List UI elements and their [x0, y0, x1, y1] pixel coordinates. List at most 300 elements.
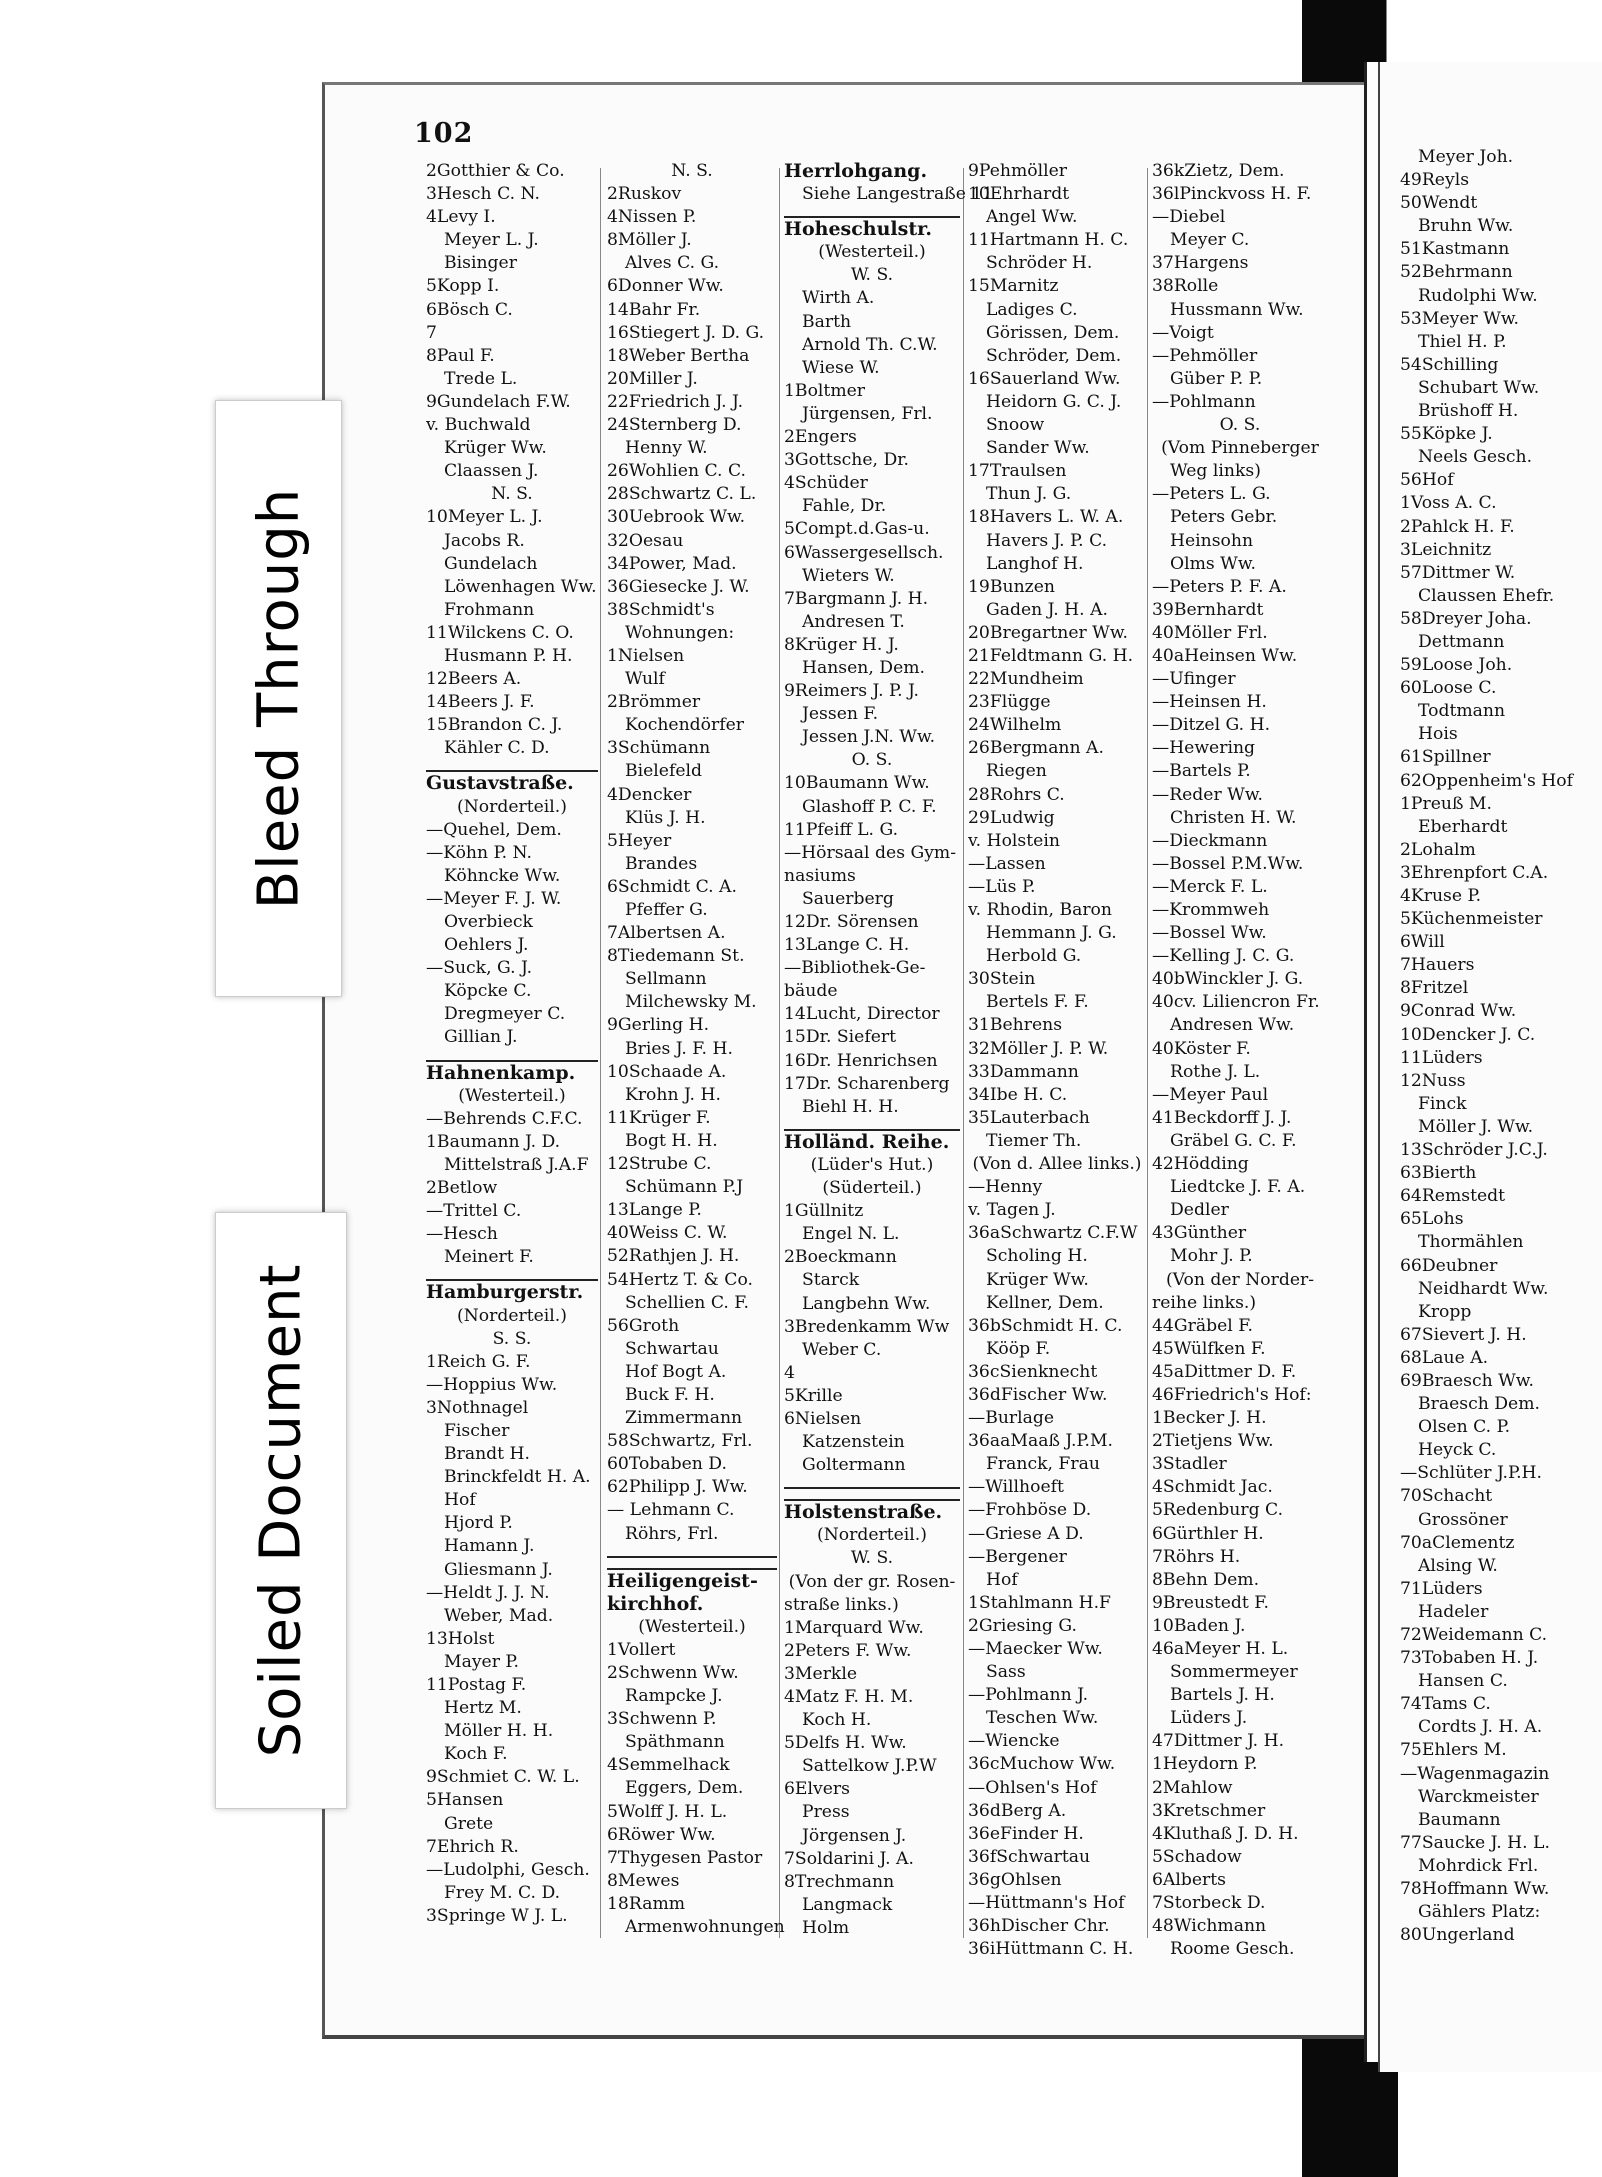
directory-entry: —Behrends C.F.C. — [426, 1108, 583, 1129]
directory-entry: 7Storbeck D. — [1152, 1893, 1266, 1914]
directory-entry: 36cSienknecht — [968, 1361, 1098, 1382]
directory-entry: Möller H. H. — [444, 1721, 554, 1742]
directory-entry: 1Boltmer — [784, 380, 866, 401]
directory-entry: Press — [802, 1802, 850, 1823]
directory-entry: —Peters P. F. A. — [1152, 576, 1287, 597]
directory-entry: —Trittel C. — [426, 1201, 522, 1222]
directory-entry: 46Friedrich's Hof: — [1152, 1384, 1312, 1405]
directory-entry: Mayer P. — [444, 1651, 519, 1672]
directory-entry: Meyer L. J. — [444, 230, 539, 251]
directory-entry: Heinsohn — [1170, 530, 1254, 551]
directory-entry: 16Dr. Henrichsen — [784, 1050, 938, 1071]
directory-entry: Fahle, Dr. — [802, 496, 887, 517]
directory-entry: 20Bregartner Ww. — [968, 622, 1128, 643]
directory-entry: —Hoppius Ww. — [426, 1374, 558, 1395]
directory-column-2 — [607, 160, 785, 1939]
directory-entry: 30Stein — [968, 969, 1036, 990]
directory-entry: 63Bierth — [1400, 1163, 1477, 1184]
directory-entry: —Henny — [968, 1177, 1043, 1198]
directory-entry: —Frohböse D. — [968, 1500, 1092, 1521]
directory-entry: 7Thygesen Pastor — [607, 1847, 763, 1868]
directory-entry: Alves C. G. — [625, 253, 720, 274]
directory-entry: 5Compt.d.Gas-u. — [784, 519, 930, 540]
directory-entry: Grossöner — [1418, 1509, 1508, 1530]
directory-entry: Henny W. — [625, 438, 708, 459]
directory-entry: 6Bösch C. — [426, 299, 513, 320]
directory-entry: —Reder Ww. — [1152, 784, 1263, 805]
directory-entry: Arnold Th. C.W. — [802, 334, 938, 355]
directory-entry: Kochendörfer — [625, 715, 744, 736]
directory-entry: —Hüttmann's Hof — [968, 1893, 1125, 1914]
directory-entry: Hertz M. — [444, 1698, 522, 1719]
directory-entry: Jessen F. — [802, 704, 879, 725]
directory-entry: 3Stadler — [1152, 1454, 1227, 1475]
directory-entry: 40cv. Liliencron Fr. — [1152, 992, 1320, 1013]
directory-entry: 10Baden J. — [1152, 1615, 1246, 1636]
directory-entry: 70aClementz — [1400, 1532, 1515, 1553]
directory-entry: 12Strube C. — [607, 1154, 712, 1175]
directory-entry: v. Tagen J. — [968, 1200, 1056, 1221]
directory-entry: Alsing W. — [1418, 1555, 1498, 1576]
directory-entry: 6Alberts — [1152, 1869, 1226, 1890]
directory-entry: —Quehel, Dem. — [426, 819, 562, 840]
directory-entry: 2Gotthier & Co. — [426, 161, 565, 181]
directory-entry: 1Reich G. F. — [426, 1351, 531, 1372]
directory-entry: Buck F. H. — [625, 1384, 715, 1405]
directory-entry: 11Pfeiff L. G. — [784, 819, 899, 840]
section-rule — [784, 1477, 960, 1489]
directory-entry: 32Oesau — [607, 530, 684, 551]
directory-entry: 17Dr. Scharenberg — [784, 1073, 950, 1094]
directory-entry: Wohnungen: — [625, 622, 735, 643]
directory-entry: Mittelstraß J.A.F — [444, 1154, 589, 1175]
directory-entry: 12Dr. Sörensen — [784, 912, 919, 932]
directory-entry: 36fSchwartau — [968, 1846, 1091, 1867]
directory-entry: 26Wohlien C. C. — [607, 461, 746, 482]
directory-entry: 10Meyer L. J. — [426, 507, 543, 528]
directory-entry: 18Havers L. W. A. — [968, 507, 1124, 528]
directory-entry: 26Bergmann A. — [968, 738, 1104, 759]
directory-entry: 2Brömmer — [607, 692, 701, 713]
directory-entry: Scholing H. — [986, 1246, 1088, 1267]
directory-entry: 8Fritzel — [1400, 978, 1469, 999]
directory-entry: 4Kluthaß J. D. H. — [1152, 1823, 1299, 1844]
directory-entry: —Burlage — [968, 1408, 1055, 1429]
directory-entry: 7 — [426, 322, 437, 343]
directory-entry: —Maecker Ww. — [968, 1639, 1103, 1659]
directory-entry: (Süderteil.) — [822, 1178, 922, 1199]
directory-entry: 32Möller J. P. W. — [968, 1038, 1109, 1059]
directory-entry: 10Schaade A. — [607, 1061, 727, 1082]
directory-entry: 61Spillner — [1400, 747, 1491, 768]
directory-entry: 2Tietjens Ww. — [1152, 1431, 1274, 1452]
directory-entry: Sander Ww. — [986, 438, 1090, 459]
directory-entry: Glashoff P. C. F. — [802, 796, 937, 817]
directory-entry: 2Schwenn Ww. — [607, 1663, 739, 1683]
directory-entry: Hussmann Ww. — [1170, 299, 1304, 320]
section-rule — [784, 1489, 960, 1501]
directory-entry: 2Peters F. Ww. — [784, 1640, 912, 1661]
directory-entry: Bruhn Ww. — [1418, 216, 1514, 237]
directory-entry: Gaden J. H. A. — [986, 599, 1108, 620]
directory-entry: Oehlers J. — [444, 935, 529, 956]
directory-entry: Holländ. Reihe. — [784, 1130, 950, 1153]
directory-entry: Jörgensen J. — [802, 1825, 907, 1846]
facing-page-column — [1400, 146, 1580, 1947]
directory-entry: 75Ehlers M. — [1400, 1740, 1507, 1761]
directory-entry: (Norderteil.) — [457, 796, 567, 817]
directory-entry: Starck — [802, 1270, 860, 1291]
directory-entry: 6Gürthler H. — [1152, 1523, 1264, 1544]
directory-entry: —Pohlmann J. — [968, 1685, 1089, 1706]
directory-entry: 6Schmidt C. A. — [607, 876, 737, 897]
directory-entry: Thun J. G. — [986, 484, 1072, 505]
directory-entry: 3Merkle — [784, 1663, 858, 1684]
directory-entry: N. S. — [671, 161, 713, 181]
directory-entry: 7Hauers — [1400, 955, 1475, 976]
directory-entry: Havers J. P. C. — [986, 530, 1108, 551]
directory-entry: 28Schwartz C. L. — [607, 484, 757, 505]
directory-entry: 5Redenburg C. — [1152, 1500, 1284, 1521]
directory-entry: —Suck, G. J. — [426, 958, 533, 979]
directory-entry: Milchewsky M. — [625, 992, 757, 1013]
directory-entry: —Ludolphi, Gesch. — [426, 1859, 590, 1880]
directory-entry: 1Voss A. C. — [1400, 493, 1497, 514]
directory-column-4 — [968, 160, 1146, 1961]
directory-entry: —Pohlmann — [1152, 391, 1256, 412]
directory-entry: 1Becker J. H. — [1152, 1408, 1267, 1429]
directory-entry: Todtmann — [1418, 701, 1506, 722]
directory-entry: Holstenstraße. — [784, 1501, 943, 1524]
directory-entry: Andresen Ww. — [1170, 1015, 1295, 1036]
directory-entry: 28Rohrs C. — [968, 784, 1065, 805]
directory-entry: (Norderteil.) — [817, 1525, 927, 1546]
directory-entry: —Voigt — [1152, 322, 1214, 343]
directory-entry: (Westerteil.) — [458, 1085, 566, 1106]
directory-entry: 13Lange C. H. — [784, 935, 910, 956]
directory-entry: Schümann P.J — [625, 1177, 744, 1198]
directory-entry: 80Ungerland — [1400, 1925, 1515, 1946]
directory-entry: 45aDittmer D. F. — [1152, 1361, 1297, 1382]
directory-entry: 36eFinder H. — [968, 1823, 1084, 1844]
directory-entry: Schubart Ww. — [1418, 377, 1540, 398]
directory-entry: 14Beers J. F. — [426, 692, 535, 713]
directory-entry: 56Hof — [1400, 470, 1454, 491]
directory-entry: Finck — [1418, 1093, 1467, 1114]
directory-entry: Langhof H. — [986, 553, 1084, 574]
directory-entry: 4Dencker — [607, 784, 692, 805]
directory-entry: Rothe J. L. — [1170, 1061, 1261, 1082]
directory-entry: 1Nielsen — [607, 645, 685, 666]
directory-entry: Heidorn G. C. J. — [986, 391, 1122, 412]
directory-entry: v. Holstein — [968, 830, 1060, 851]
directory-entry: 20Miller J. — [607, 368, 698, 389]
directory-entry: —Griese A D. — [968, 1523, 1084, 1544]
directory-entry: —Bartels P. — [1152, 761, 1251, 782]
directory-entry: 4Nissen P. — [607, 207, 697, 228]
section-rule — [426, 1050, 598, 1062]
directory-entry: 6Elvers — [784, 1779, 850, 1800]
directory-entry: 36iHüttmann C. H. — [968, 1939, 1134, 1960]
directory-entry: 8Tiedemann St. — [607, 946, 745, 967]
directory-entry: 52Rathjen J. H. — [607, 1246, 740, 1267]
directory-entry: 13Lange P. — [607, 1200, 702, 1221]
directory-entry: Hof Bogt A. — [625, 1361, 727, 1382]
directory-entry: 36bSchmidt H. C. — [968, 1315, 1123, 1336]
directory-entry: Snoow — [986, 415, 1045, 436]
directory-entry: 41Beckdorff J. J. — [1152, 1107, 1292, 1128]
directory-entry: 46aMeyer H. L. — [1152, 1639, 1289, 1659]
directory-entry: 40bWinckler J. G. — [1152, 969, 1304, 990]
directory-entry: 60Loose C. — [1400, 678, 1497, 699]
directory-entry: Koch H. — [802, 1710, 872, 1731]
directory-entry: Overbieck — [444, 912, 533, 932]
directory-entry: 7Albertsen A. — [607, 923, 726, 944]
directory-entry: 36cMuchow Ww. — [968, 1754, 1116, 1775]
directory-entry: Barth — [802, 311, 852, 332]
directory-entry: Husmann P. H. — [444, 645, 573, 666]
directory-entry: 1Marquard Ww. — [784, 1617, 924, 1638]
directory-entry: —Wagenmagazin — [1400, 1763, 1550, 1784]
directory-entry: 48Wichmann — [1152, 1916, 1267, 1937]
directory-entry: 58Dreyer Joha. — [1400, 608, 1532, 629]
directory-entry: 45Wülfken F. — [1152, 1338, 1266, 1359]
directory-entry: reihe links.) — [1152, 1292, 1257, 1313]
directory-entry: —Wiencke — [968, 1731, 1060, 1752]
directory-entry: 4Levy I. — [426, 207, 496, 228]
directory-entry: 54Hertz T. & Co. — [607, 1269, 753, 1290]
directory-entry: 49Reyls — [1400, 170, 1470, 191]
directory-entry: Langmack — [802, 1894, 893, 1915]
directory-entry: 22Friedrich J. J. — [607, 391, 744, 412]
directory-entry: Roome Gesch. — [1170, 1939, 1295, 1960]
directory-entry: 4Semmelhack — [607, 1755, 730, 1776]
directory-entry: 43Günther — [1152, 1223, 1247, 1244]
directory-entry: 3Gottsche, Dr. — [784, 450, 910, 471]
directory-entry: Mohr J. P. — [1170, 1246, 1253, 1267]
directory-entry: 9Conrad Ww. — [1400, 1001, 1517, 1022]
directory-entry: W. S. — [850, 265, 894, 286]
directory-entry: 11Wilckens C. O. — [426, 622, 574, 643]
directory-entry: 6Will — [1400, 932, 1445, 953]
directory-column-3 — [784, 160, 994, 1940]
directory-entry: 42Hödding — [1152, 1154, 1249, 1175]
directory-entry: Hamburgerstr. — [426, 1281, 584, 1304]
directory-entry: Zimmermann — [625, 1408, 743, 1429]
directory-entry: 73Tobaben H. J. — [1400, 1648, 1539, 1669]
directory-entry: 9Pehmöller — [968, 161, 1067, 181]
directory-entry: 5Kopp I. — [426, 276, 500, 297]
directory-entry: 44Gräbel F. — [1152, 1315, 1253, 1336]
directory-entry: 4Matz F. H. M. — [784, 1687, 914, 1707]
directory-entry: 5Wolff J. H. L. — [607, 1801, 728, 1822]
directory-entry: —Heinsen H. — [1152, 692, 1267, 713]
directory-entry: Bertels F. F. — [986, 992, 1089, 1013]
directory-entry: 3Kretschmer — [1152, 1800, 1266, 1821]
column-rule — [779, 168, 780, 1938]
directory-entry: Meinert F. — [444, 1247, 534, 1268]
directory-entry: Hjord P. — [444, 1513, 513, 1534]
directory-entry: Jacobs R. — [444, 530, 525, 551]
directory-entry: 52Behrmann — [1400, 262, 1513, 283]
directory-entry: Pfeffer G. — [625, 900, 708, 920]
directory-entry: —Ohlsen's Hof — [968, 1777, 1097, 1798]
directory-entry: —Dieckmann — [1152, 830, 1268, 851]
directory-entry: 59Loose Joh. — [1400, 655, 1513, 676]
directory-entry: Hamann J. — [444, 1536, 535, 1557]
directory-entry: Baumann — [1418, 1809, 1501, 1830]
directory-entry: —Peters L. G. — [1152, 484, 1271, 505]
directory-entry: Franck, Frau — [986, 1454, 1100, 1475]
directory-entry: 3Ehrenpfort C.A. — [1400, 862, 1549, 883]
directory-entry: 4 — [784, 1362, 795, 1383]
directory-entry: 7Röhrs H. — [1152, 1546, 1241, 1567]
directory-entry: Krohn J. H. — [625, 1084, 721, 1105]
directory-entry: —Krommweh — [1152, 900, 1270, 920]
directory-entry: Bogt H. H. — [625, 1130, 718, 1151]
directory-column-5 — [1152, 160, 1328, 1961]
directory-entry: 7Ehrich R. — [426, 1836, 519, 1857]
directory-entry: 3Nothnagel — [426, 1397, 529, 1418]
directory-entry: —Bossel Ww. — [1152, 923, 1267, 944]
directory-entry: Bielefeld — [625, 761, 702, 782]
directory-entry: Holm — [802, 1917, 850, 1938]
directory-entry: Christen H. W. — [1170, 807, 1297, 828]
directory-entry: Engel N. L. — [802, 1224, 900, 1245]
directory-entry: —Meyer Paul — [1152, 1084, 1269, 1105]
directory-entry: 17Traulsen — [968, 461, 1067, 482]
directory-entry: O. S. — [851, 750, 893, 771]
directory-entry: Gählers Platz: — [1418, 1902, 1541, 1923]
directory-entry: 11Krüger F. — [607, 1107, 711, 1128]
directory-entry: 18Ramm — [607, 1893, 686, 1914]
directory-entry: —Bergener — [968, 1546, 1067, 1567]
directory-entry: Claussen Ehefr. — [1418, 585, 1555, 606]
directory-entry: 5Küchenmeister — [1400, 909, 1543, 930]
directory-entry: 21Feldtmann G. H. — [968, 645, 1134, 666]
directory-entry: —Schlüter J.P.H. — [1400, 1463, 1542, 1484]
directory-entry: 78Hoffmann Ww. — [1400, 1879, 1550, 1900]
directory-entry: 14Lucht, Director — [784, 1004, 940, 1025]
directory-entry: Hoheschulstr. — [784, 218, 932, 241]
directory-entry: 5Krille — [784, 1385, 843, 1406]
directory-entry: 4Kruse P. — [1400, 886, 1482, 906]
directory-entry: 40Möller Frl. — [1152, 622, 1268, 643]
directory-entry: 12Nuss — [1400, 1070, 1466, 1091]
directory-entry: 36gOhlsen — [968, 1869, 1062, 1890]
directory-entry: (Von der gr. Rosen- — [788, 1571, 956, 1592]
directory-entry: Biehl H. H. — [802, 1096, 899, 1117]
directory-column-1 — [426, 160, 598, 1928]
directory-entry: Dettmann — [1418, 631, 1505, 652]
directory-entry: Mohrdick Frl. — [1418, 1855, 1539, 1876]
directory-entry: 67Sievert J. H. — [1400, 1324, 1527, 1345]
directory-entry: Heyck C. — [1418, 1440, 1497, 1461]
directory-entry: 15Dr. Siefert — [784, 1027, 897, 1048]
soiled-document-label — [215, 1212, 347, 1809]
directory-entry: 11Lüders — [1400, 1047, 1483, 1068]
directory-entry: W. S. — [850, 1548, 894, 1569]
directory-entry: 4Schüder — [784, 473, 868, 494]
bleed-through-label — [215, 400, 342, 997]
directory-entry: 9Gerling H. — [607, 1015, 710, 1036]
directory-entry: Hahnenkamp. — [426, 1061, 576, 1084]
directory-entry: (Von der Norder- — [1165, 1269, 1315, 1290]
directory-entry: Kähler C. D. — [444, 738, 550, 759]
directory-entry: Schröder H. — [986, 253, 1093, 274]
directory-entry: —Lassen — [968, 853, 1046, 874]
directory-entry: 13Holst — [426, 1628, 495, 1649]
directory-entry: 47Dittmer J. H. — [1152, 1731, 1285, 1752]
directory-entry: 3Hesch C. N. — [426, 184, 540, 205]
directory-entry: Meyer C. — [1170, 230, 1250, 251]
directory-entry: 24Sternberg D. — [607, 415, 742, 436]
column-rule — [600, 168, 601, 1938]
directory-entry: Warckmeister — [1418, 1786, 1539, 1807]
directory-entry: Goltermann — [802, 1455, 906, 1476]
section-rule — [607, 1558, 777, 1570]
directory-entry: 2Boeckmann — [784, 1247, 897, 1268]
directory-entry: Katzenstein — [802, 1432, 905, 1453]
directory-entry: —Willhoeft — [968, 1477, 1064, 1498]
directory-entry: Teschen Ww. — [986, 1708, 1099, 1729]
directory-entry: Güber P. P. — [1170, 368, 1263, 389]
directory-entry: 18Weber Bertha — [607, 345, 750, 366]
directory-entry: 16Sauerland Ww. — [968, 368, 1121, 389]
directory-entry: —Heldt J. J. N. — [426, 1582, 550, 1603]
directory-entry: Schröder, Dem. — [986, 345, 1122, 366]
directory-entry: (Lüder's Hut.) — [810, 1154, 934, 1175]
directory-entry: 36Giesecke J. W. — [607, 576, 750, 597]
directory-entry: 8Möller J. — [607, 230, 692, 251]
section-rule — [784, 1119, 960, 1131]
directory-entry: 15Brandon C. J. — [426, 715, 563, 736]
directory-entry: 33Dammann — [968, 1061, 1079, 1082]
directory-entry: Gundelach — [444, 553, 538, 574]
directory-entry: 36aaMaaß J.P.M. — [968, 1431, 1114, 1452]
directory-entry: 1Stahlmann H.F — [968, 1592, 1111, 1613]
directory-entry: 29Ludwig — [968, 807, 1055, 828]
directory-entry: 39Bernhardt — [1152, 599, 1264, 620]
directory-entry: 10Ehrhardt — [968, 184, 1070, 205]
section-rule — [607, 1546, 777, 1558]
directory-entry: —Diebel — [1152, 207, 1226, 228]
directory-entry: Köhncke Ww. — [444, 865, 561, 886]
directory-entry: 4Schmidt Jac. — [1152, 1477, 1273, 1498]
directory-entry: 3Bredenkamm Ww — [784, 1316, 950, 1337]
directory-entry: 5Schadow — [1152, 1846, 1242, 1867]
directory-entry: Lüders J. — [1170, 1708, 1248, 1729]
section-rule — [426, 1269, 598, 1281]
directory-entry: —Hewering — [1152, 738, 1256, 759]
directory-entry: 10Baumann Ww. — [784, 773, 930, 794]
directory-entry: 1Güllnitz — [784, 1201, 864, 1222]
directory-entry: —Kelling J. C. G. — [1152, 946, 1295, 967]
directory-entry: (Von d. Allee links.) — [972, 1154, 1142, 1175]
directory-entry: 2Lohalm — [1400, 839, 1476, 860]
directory-entry: 37Hargens — [1152, 253, 1249, 274]
directory-entry: 36dBerg A. — [968, 1800, 1067, 1821]
directory-entry: 14Bahr Fr. — [607, 299, 701, 320]
directory-entry: 54Schilling — [1400, 354, 1499, 375]
directory-entry: 6Donner Ww. — [607, 276, 724, 297]
directory-entry: (Westerteil.) — [638, 1616, 746, 1637]
directory-entry: Koch F. — [444, 1744, 508, 1765]
directory-entry: 30Uebrook Ww. — [607, 507, 746, 528]
directory-entry: 38Rolle — [1152, 276, 1219, 297]
directory-entry: Bries J. F. H. — [625, 1038, 733, 1059]
directory-entry: 36aSchwartz C.F.W — [968, 1223, 1138, 1244]
